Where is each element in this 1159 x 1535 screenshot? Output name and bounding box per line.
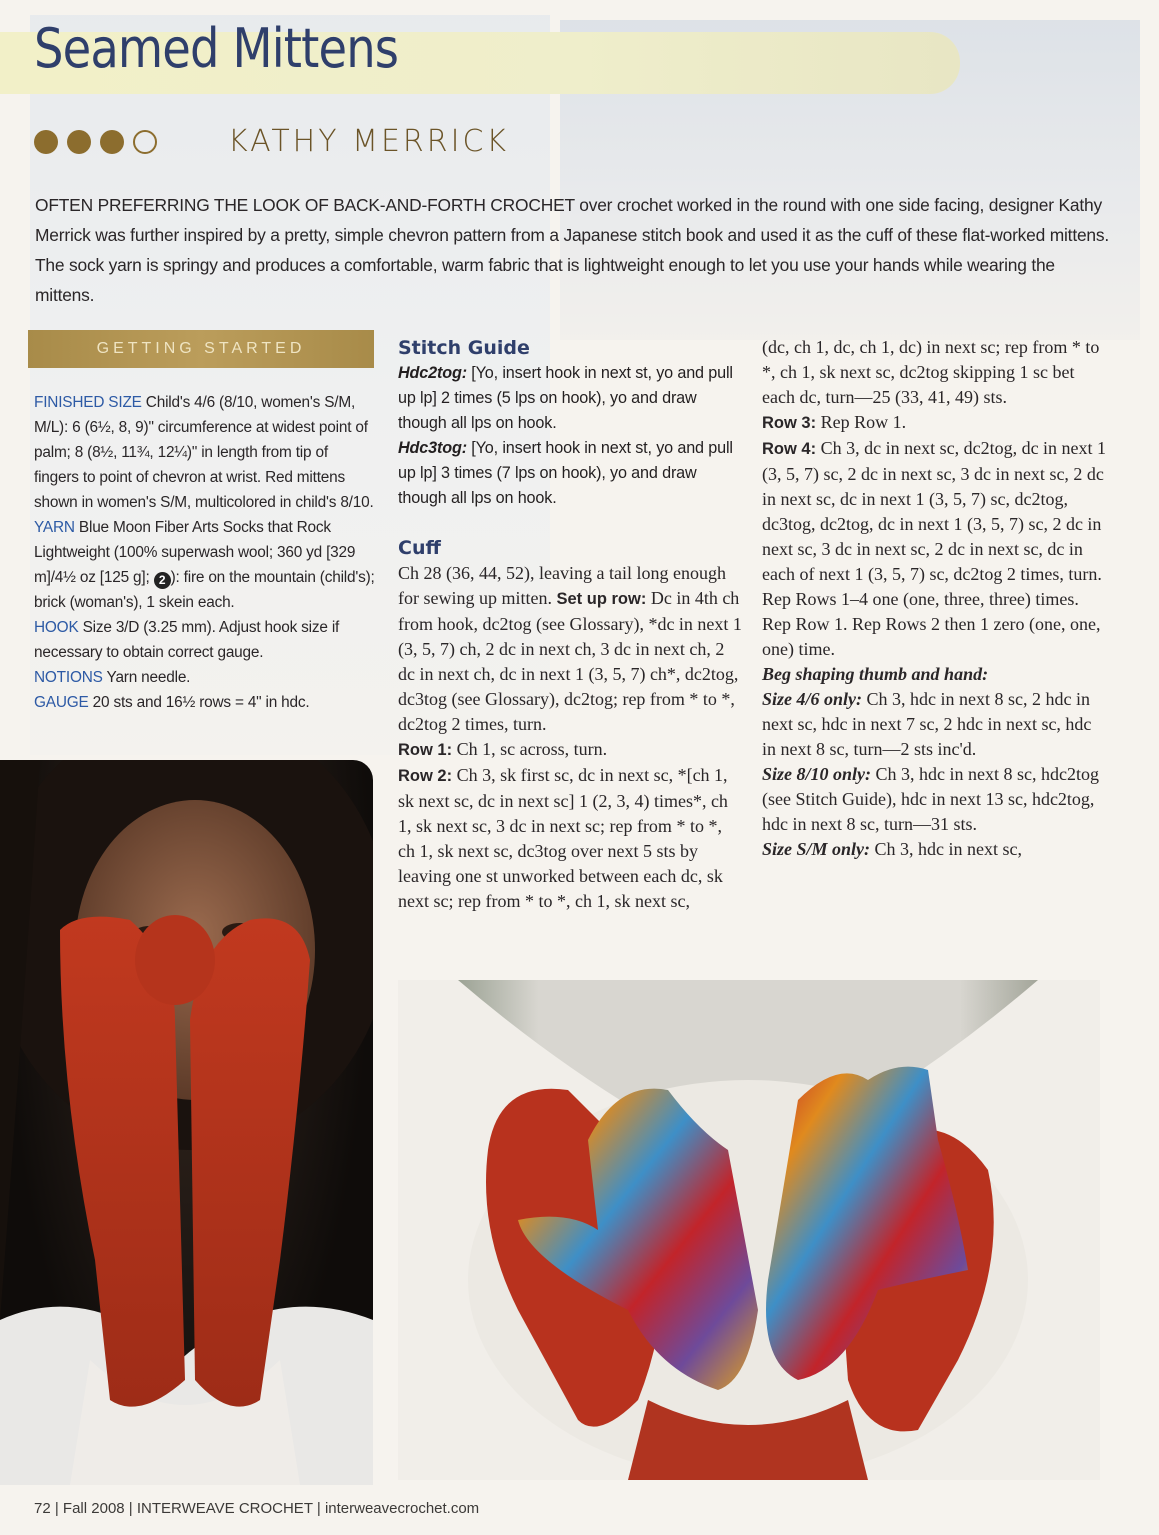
shaping-label: Beg shaping thumb and hand:: [762, 664, 989, 684]
photo-red-mittens: [0, 760, 373, 1485]
spec-label: YARN: [34, 519, 75, 536]
difficulty-rating: [34, 130, 157, 154]
row2-continued: (dc, ch 1, dc, ch 1, dc) in next sc; rep from * to *, ch 1, sk next sc, dc2tog skipping 1 sc bet each dc, turn—25 (33, 41, 49) sts.: [762, 337, 1100, 407]
stitch-hdc3tog: [398, 436, 743, 511]
stitch-label: Hdc2tog:: [398, 364, 467, 382]
shaping-heading: [762, 662, 1107, 687]
photo-mittens-held: [398, 980, 1100, 1480]
column-right: [762, 335, 1107, 862]
cuff-row1: [398, 737, 743, 763]
intro-body: over crochet worked in the round with one side facing, designer Kathy Merrick was further inspired by a pretty, simple chevron pattern from a Japanese stitch book and used it as the cuff of these flat-worked mittens. The sock yarn is springy and produces a comfortable, warm fabric that is lightweight enough to let you use your hands while wearing the mittens.: [35, 195, 1110, 305]
spec-label: GAUGE: [34, 694, 89, 711]
stitch-hdc2tog: [398, 361, 743, 436]
intro-lead: OFTEN PREFERRING THE LOOK OF BACK-AND-FORTH CROCHET: [35, 195, 575, 215]
difficulty-dot-filled: [67, 130, 91, 154]
spec-hook: [34, 615, 376, 665]
row-label: Row 4:: [762, 440, 817, 458]
size-sm: [762, 837, 1107, 862]
difficulty-dot-empty: [133, 130, 157, 154]
stitch-label: Hdc3tog:: [398, 439, 467, 457]
spec-text: Size 3/D (3.25 mm). Adjust hook size if necessary to obtain correct gauge.: [34, 619, 340, 661]
page-footer: 72 | Fall 2008 | INTERWEAVE CROCHET | interweavecrochet.com: [34, 1500, 480, 1517]
yarn-weight-number: 2: [158, 573, 166, 587]
spec-gauge: [34, 690, 376, 715]
cuff-text: Dc in 4th ch from hook, dc2tog (see Glossary), *dc in next 1 (3, 5, 7) ch, 2 dc in next ch, 3 dc in next ch, 2 dc in next ch, dc in next 1 (3, 5, 7) ch*, dc2tog, dc3tog (see Glossary), dc2tog; rep from * to *, dc2tog 2 times, turn.: [398, 588, 742, 734]
specs-list: [34, 390, 376, 715]
stitch-text: [Yo, insert hook in next st, yo and pull up lp] 3 times (7 lps on hook), yo and draw though all lps on hook.: [398, 439, 733, 507]
size-label: Size S/M only:: [762, 839, 871, 859]
spec-notions: [34, 665, 376, 690]
getting-started-banner: GETTING STARTED: [28, 330, 374, 368]
spec-text: Yarn needle.: [102, 669, 191, 686]
size-text: Ch 3, hdc in next 8 sc, 2 hdc in next sc, hdc in next 7 sc, 2 hdc in next sc, hdc in next 8 sc, turn—2 sts inc'd.: [762, 689, 1092, 759]
spec-label: HOOK: [34, 619, 79, 636]
cuff-heading: Cuff: [398, 537, 441, 559]
intro-paragraph: [35, 190, 1115, 310]
spec-finished-size: [34, 390, 376, 515]
row-label: Row 1:: [398, 741, 453, 759]
column-middle: [398, 335, 743, 914]
row-text: Ch 3, sk first sc, dc in next sc, *[ch 1, sk next sc, dc in next sc] 1 (2, 3, 4) times*, ch 1, sk next sc, 3 dc in next sc; rep from * to *, ch 1, sk next sc, dc3tog over next 5 sts by leaving one st unworked between each dc, sk next sc; rep from * to *, ch 1, sk next sc,: [398, 765, 728, 911]
cuff-setup: [398, 561, 743, 737]
size-label: Size 4/6 only:: [762, 689, 863, 709]
spec-yarn: [34, 515, 376, 615]
row-text: Ch 1, sc across, turn.: [452, 739, 608, 759]
yarn-weight-icon: [154, 572, 171, 589]
spec-text: Blue Moon Fiber Arts Socks that Rock Lightweight (100% superwash wool; 360 yd [329 m]/4½ oz [125 g];: [34, 519, 356, 586]
cuff-row4: [762, 436, 1107, 662]
photo-red-mittens-illustration: [0, 760, 373, 1485]
stitch-text: [Yo, insert hook in next st, yo and pull up lp] 2 times (5 lps on hook), yo and draw though all lps on hook.: [398, 364, 733, 432]
cuff-row2: [398, 763, 743, 914]
size-text: Ch 3, hdc in next sc,: [870, 839, 1023, 859]
author-name: KATHY MERRICK: [228, 124, 510, 159]
stitch-guide-heading: Stitch Guide: [398, 337, 530, 359]
row-label: Row 2:: [398, 767, 453, 785]
row-text: Rep Row 1.: [816, 412, 907, 432]
spec-label: FINISHED SIZE: [34, 394, 142, 411]
size-810: [762, 762, 1107, 837]
cuff-row3: [762, 410, 1107, 436]
cuff-text: Ch 28 (36, 44, 52), leaving a tail long enough for sewing up mitten.: [398, 563, 726, 608]
size-text: Ch 3, hdc in next 8 sc, hdc2tog (see Stitch Guide), hdc in next 13 sc, hdc2tog, hdc in next 8 sc, turn—31 sts.: [762, 764, 1099, 834]
spec-text: Child's 4/6 (8/10, women's S/M, M/L): 6 (6½, 8, 9)" circumference at widest point of palm; 8 (8½, 11¾, 12¼)" in length from tip of fingers to point of chevron at wrist. Red mittens shown in women's S/M, multicolored in child's 8/10.: [34, 394, 374, 511]
row-label: Row 3:: [762, 414, 817, 432]
row-text: Ch 3, dc in next sc, dc2tog, dc in next 1 (3, 5, 7) sc, 2 dc in next sc, 3 dc in next sc, 2 dc in next sc, dc in next 1 (3, 5, 7) sc, dc2tog, dc3tog, dc2tog, dc in next 1 (3, 5, 7) sc, 2 dc in next sc, 3 dc in next sc, 2 dc in next sc, dc in each of next 1 (3, 5, 7) sc, dc2tog 2 times, turn. Rep Rows 1–4 one (one, three, three) times. Rep Row 1. Rep Rows 2 then 1 zero (one, one, one) time.: [762, 438, 1107, 659]
difficulty-dot-filled: [34, 130, 58, 154]
difficulty-dot-filled: [100, 130, 124, 154]
photo-mittens-held-illustration: [398, 980, 1100, 1480]
spec-text: 20 sts and 16½ rows = 4" in hdc.: [88, 694, 310, 711]
spec-label: NOTIONS: [34, 669, 103, 686]
cuff-label: Set up row:: [556, 590, 647, 608]
spec-text: ): fire on the mountain (child's); brick (woman's), 1 skein each.: [34, 569, 375, 611]
size-46: [762, 687, 1107, 762]
page-title: Seamed Mittens: [34, 17, 399, 80]
size-label: Size 8/10 only:: [762, 764, 872, 784]
